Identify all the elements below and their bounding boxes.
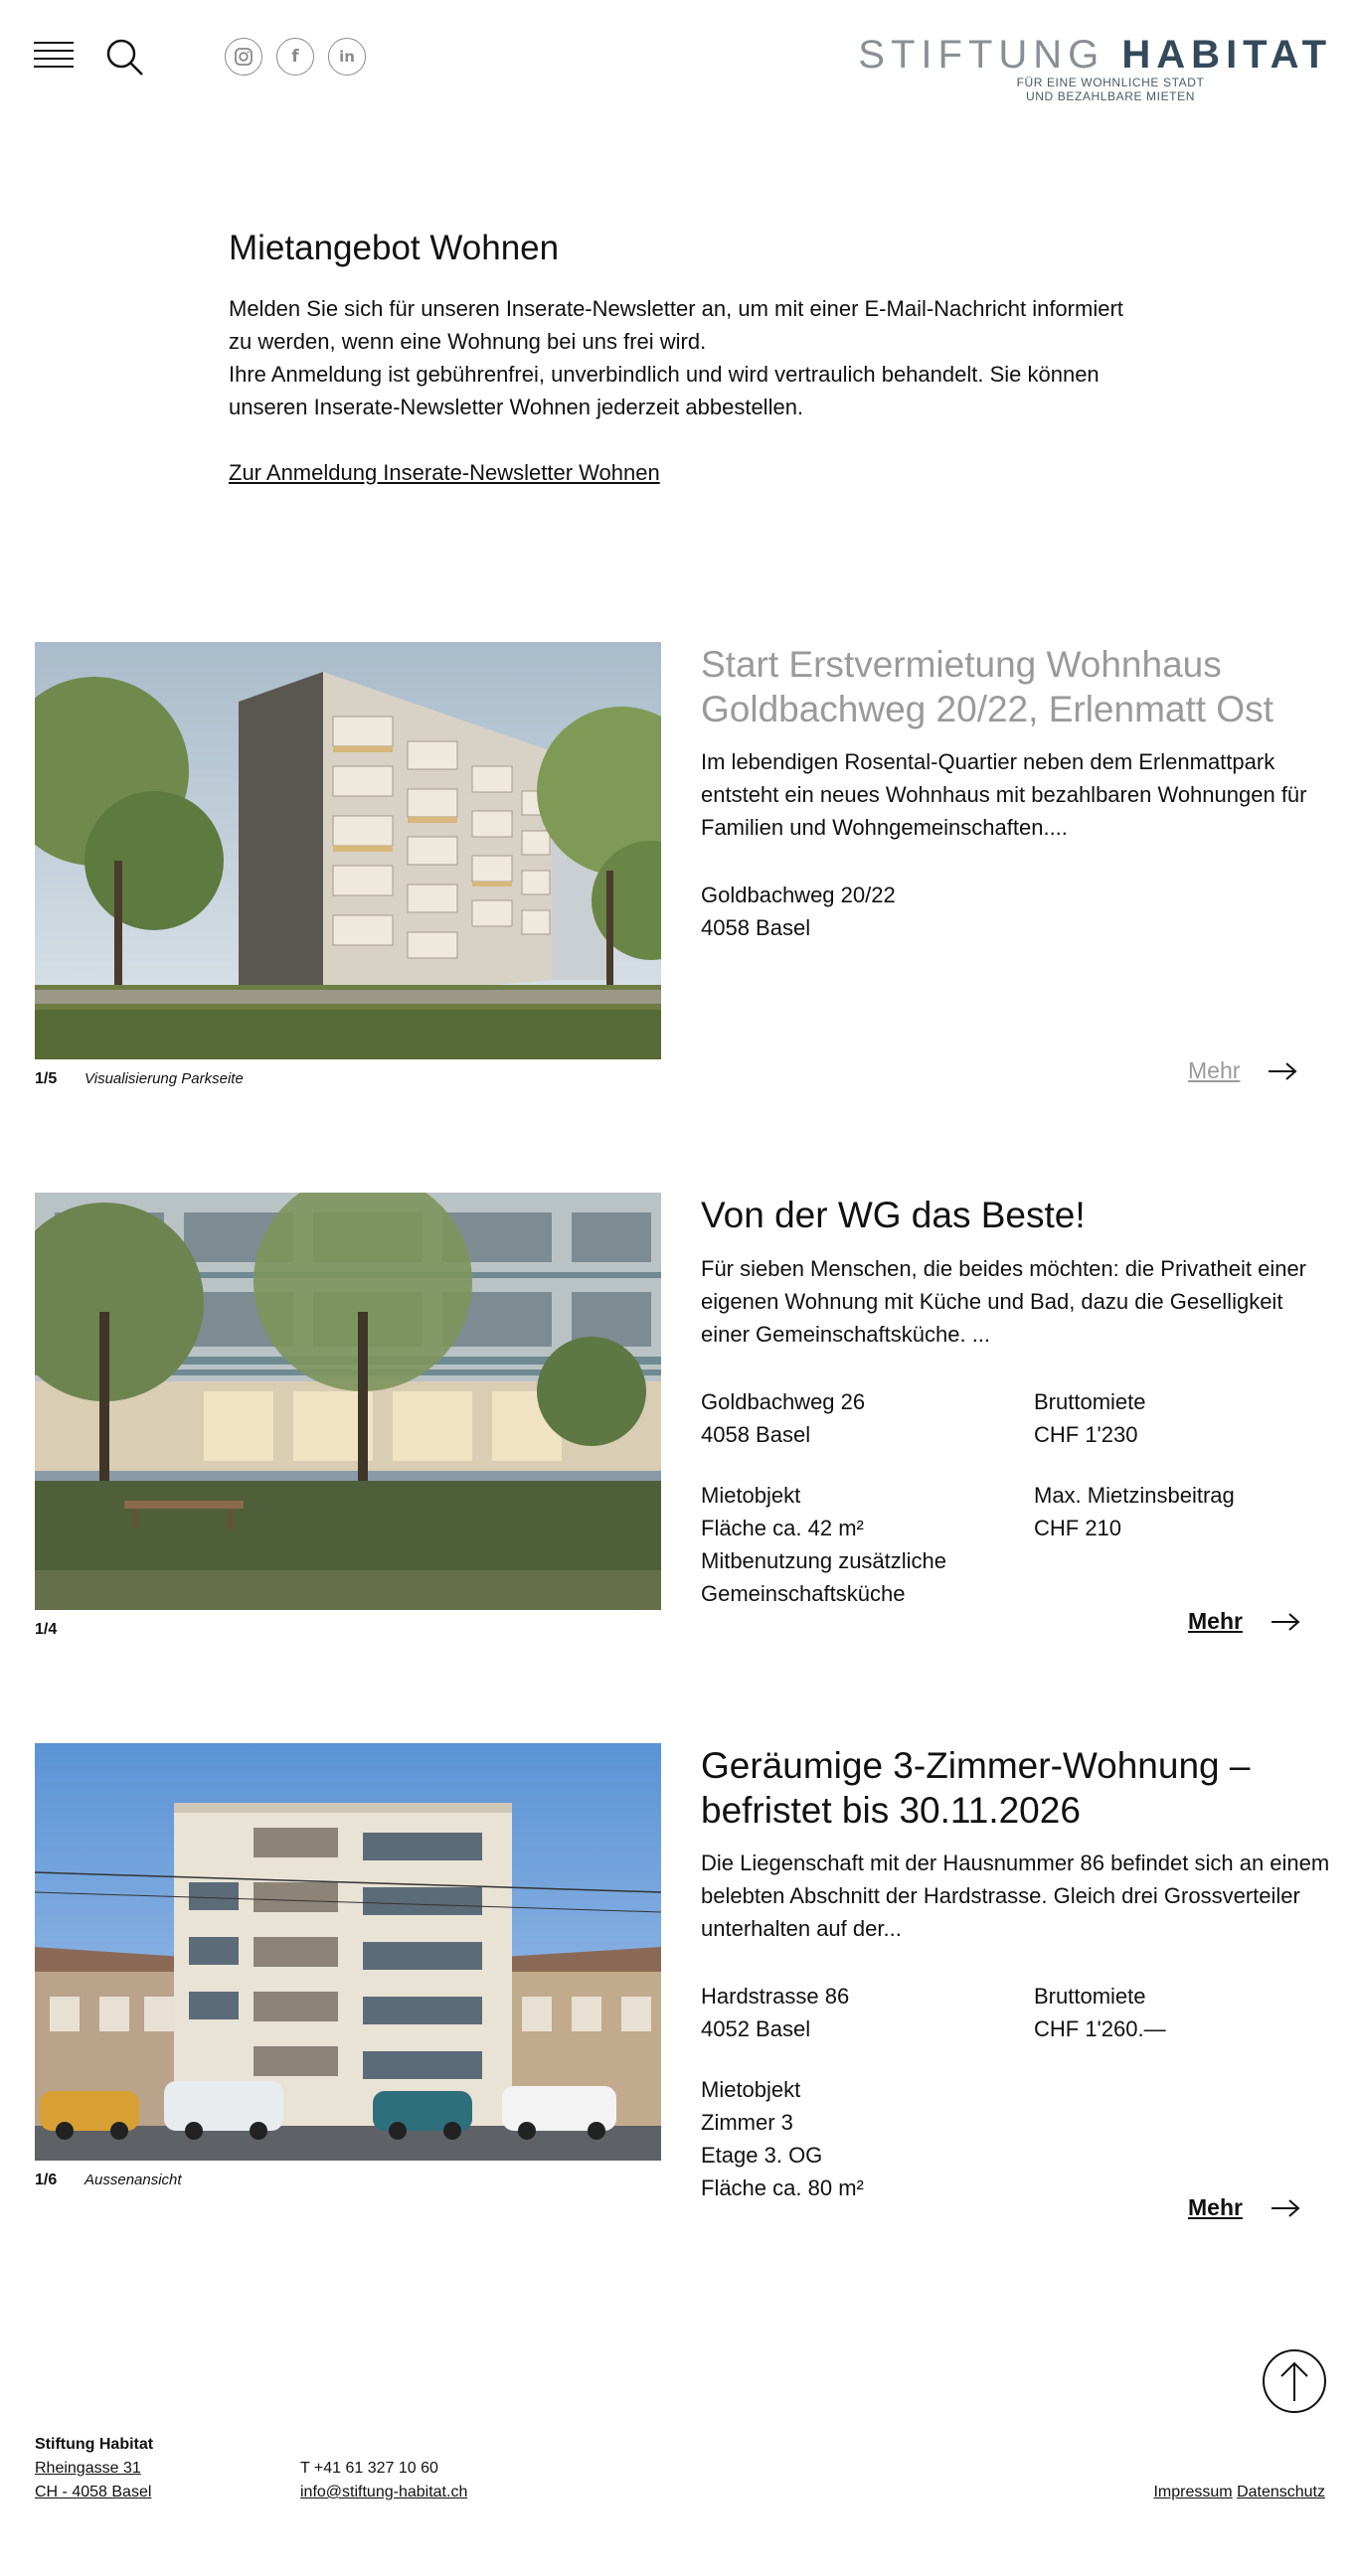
listing-title[interactable]: Geräumige 3-Zimmer-Wohnung – befristet bis 30.11.2026 — [701, 1745, 1251, 1831]
footer-email-link[interactable]: info@stiftung-habitat.ch — [300, 2484, 468, 2500]
facebook-icon[interactable] — [276, 38, 314, 76]
arrow-up-icon — [1265, 2351, 1324, 2411]
photo-caption — [35, 1070, 244, 1088]
intro-section — [229, 225, 1123, 489]
rent-label: Bruttomiete — [1034, 1984, 1146, 2009]
max-contribution-value: CHF 210 — [1034, 1516, 1122, 1540]
intro-paragraph-1: Melden Sie sich für unseren Inserate-Newsletter an, um mit einer E-Mail-Nachricht informiert zu werden, wenn eine Wohnung bei uns frei wird. — [229, 296, 1123, 354]
object-info — [701, 2073, 864, 2204]
address-street: Goldbachweg 26 — [701, 1389, 866, 1414]
listing-card — [0, 1743, 1358, 2260]
more-link[interactable] — [1188, 2194, 1300, 2221]
caption-text: Aussenansicht — [85, 2172, 182, 2188]
address-city: 4052 Basel — [701, 2016, 811, 2041]
footer-street-link[interactable]: Rheingasse 31 — [35, 2460, 141, 2477]
facebook-glyph: f — [291, 47, 299, 67]
linkedin-glyph: in — [339, 48, 355, 66]
image-counter: 1/6 — [35, 2172, 58, 2188]
logo-tagline-line1: FÜR EINE WOHNLICHE STADT — [1016, 76, 1205, 89]
object-info — [701, 1479, 946, 1610]
image-counter: 1/5 — [35, 1070, 58, 1087]
more-link[interactable] — [1188, 1608, 1300, 1635]
rent-value: CHF 1'260.— — [1034, 2016, 1166, 2041]
image-counter: 1/4 — [35, 1621, 58, 1638]
logo-tagline-line2: UND BEZAHLBARE MIETEN — [1026, 89, 1195, 103]
footer-phone: T +41 61 327 10 60 — [300, 2460, 438, 2477]
max-contribution-label: Max. Mietzinsbeitrag — [1034, 1483, 1235, 1508]
caption-text: Visualisierung Parkseite — [85, 1070, 244, 1087]
more-label: Mehr — [1188, 1057, 1241, 1083]
object-extra-2: Gemeinschaftsküche — [701, 1581, 906, 1606]
object-floor: Etage 3. OG — [701, 2143, 823, 2168]
logo-tagline — [996, 76, 1225, 103]
listing-description: Für sieben Menschen, die beides möchten: die Privatheit einer eigenen Wohnung mit Küche und Bad, dazu die Geselligkeit einer Gemeinschaftsküche. ... — [701, 1256, 1307, 1347]
rent-info — [1034, 1980, 1166, 2045]
listing-card — [0, 642, 1358, 1099]
object-label: Mietobjekt — [701, 2077, 801, 2102]
impressum-link[interactable]: Impressum — [1153, 2484, 1233, 2500]
footer-address — [35, 2433, 153, 2504]
object-area: Fläche ca. 80 m² — [701, 2175, 864, 2200]
arrow-right-icon — [1271, 2198, 1300, 2218]
back-to-top-button[interactable] — [1263, 2349, 1326, 2413]
footer-legal-links — [1153, 2481, 1325, 2504]
instagram-icon[interactable] — [225, 38, 262, 76]
rent-label: Bruttomiete — [1034, 1389, 1146, 1414]
object-label: Mietobjekt — [701, 1483, 801, 1508]
address-city: 4058 Basel — [701, 1422, 811, 1447]
listing-photo[interactable] — [35, 1193, 661, 1610]
footer-contact — [300, 2457, 467, 2504]
object-extra: Mitbenutzung zusätzliche — [701, 1548, 947, 1573]
rent-value: CHF 1'230 — [1034, 1422, 1138, 1447]
photo-caption — [35, 1621, 57, 1639]
listing-description: Die Liegenschaft mit der Hausnummer 86 befindet sich an einem belebten Abschnitt der Hardstrasse. Gleich drei Grossverteiler unterhalten auf der... — [701, 1851, 1330, 1941]
listing-photo[interactable] — [35, 642, 661, 1059]
listing-card — [0, 1193, 1358, 1650]
logo-word-stiftung: STIFTUNG — [858, 33, 1105, 77]
site-logo[interactable] — [845, 34, 1332, 113]
listing-address — [701, 1980, 849, 2045]
logo-word-habitat: HABITAT — [1121, 33, 1332, 77]
listing-photo[interactable] — [35, 1743, 661, 2161]
listing-address — [701, 1385, 865, 1451]
footer-city-link[interactable]: CH - 4058 Basel — [35, 2484, 152, 2500]
hamburger-menu-icon[interactable] — [34, 42, 74, 68]
site-header — [0, 0, 1358, 119]
more-label: Mehr — [1188, 2194, 1243, 2220]
object-rooms: Zimmer 3 — [701, 2110, 793, 2135]
datenschutz-link[interactable]: Datenschutz — [1237, 2484, 1325, 2500]
listing-address — [701, 879, 896, 944]
site-footer — [0, 2433, 1358, 2512]
arrow-right-icon — [1268, 1061, 1297, 1081]
footer-org-name: Stiftung Habitat — [35, 2436, 154, 2453]
arrow-right-icon — [1271, 1612, 1300, 1632]
search-icon[interactable] — [105, 38, 145, 78]
listing-description: Im lebendigen Rosental-Quartier neben dem Erlenmattpark entsteht ein neues Wohnhaus mit bezahlbaren Wohnungen für Familien und Wohngemeinschaften.... — [701, 749, 1307, 840]
intro-paragraph-2: Ihre Anmeldung ist gebührenfrei, unverbindlich und wird vertraulich behandelt. Sie können unseren Inserate-Newsletter Wohnen jederzeit abbestellen. — [229, 362, 1100, 419]
address-city: 4058 Basel — [701, 915, 811, 940]
listing-title[interactable]: Start Erstvermietung Wohnhaus Goldbachweg 20/22, Erlenmatt Ost — [701, 644, 1273, 729]
photo-caption — [35, 2172, 182, 2189]
newsletter-signup-link[interactable]: Zur Anmeldung Inserate-Newsletter Wohnen — [229, 460, 660, 485]
more-link[interactable] — [1188, 1057, 1297, 1084]
logo-wordmark — [858, 34, 1332, 76]
page-title: Mietangebot Wohnen — [229, 229, 560, 267]
address-street: Hardstrasse 86 — [701, 1984, 850, 2009]
more-label: Mehr — [1188, 1608, 1243, 1634]
address-street: Goldbachweg 20/22 — [701, 883, 896, 907]
listing-title[interactable]: Von der WG das Beste! — [701, 1195, 1086, 1235]
object-area: Fläche ca. 42 m² — [701, 1516, 864, 1540]
max-contribution-info — [1034, 1479, 1235, 1544]
linkedin-icon[interactable] — [328, 38, 366, 76]
rent-info — [1034, 1385, 1146, 1451]
